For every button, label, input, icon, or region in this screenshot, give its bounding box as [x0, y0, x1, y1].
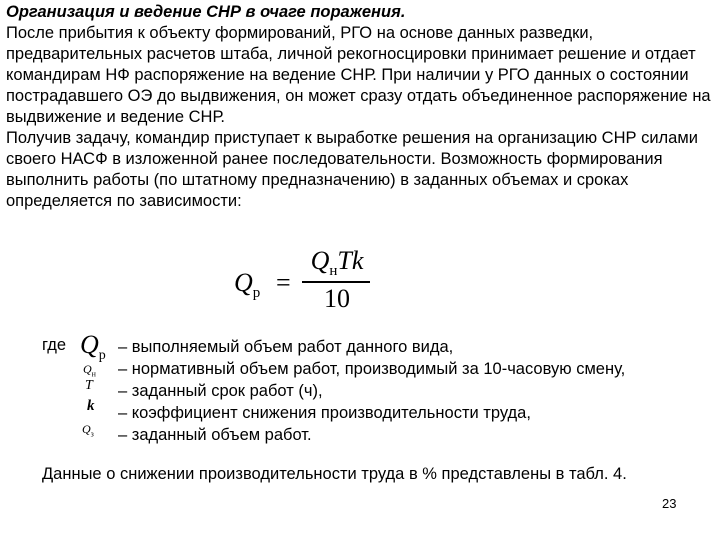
- paragraph-2: Получив задачу, командир приступает к выработке решения на организацию СНР силами своего НАСФ в изложенной ранее последовательности. Возможность формирования выполнить работы (по штатному предназначению) в заданных объемах и сроках определяется по зависимости:: [6, 129, 698, 210]
- definition-item: – коэффициент снижения производительности труда,: [118, 404, 531, 422]
- definition-item: – выполняемый объем работ данного вида,: [118, 338, 454, 356]
- definition-item: – заданный срок работ (ч),: [118, 382, 323, 400]
- symbol-t: T: [85, 378, 93, 393]
- formula-numerator: $Q_нTk$: [310, 246, 364, 280]
- page-number: 23: [662, 496, 677, 511]
- formula-denominator: 10: [324, 284, 350, 313]
- formula-fraction-bar: [302, 281, 370, 283]
- footer-note: Данные о снижении производительности труда в % представлены в табл. 4.: [42, 465, 627, 483]
- formula: [234, 246, 374, 316]
- paragraph-1: После прибытия к объекту формирований, РГО на основе данных разведки, предварительных расчетов штаба, личной рекогносцировки принимает решение и отдает командирам НФ распоряжение на ведение СНР. При наличии у РГО данных о состоянии пострадавшего ОЭ до выдвижения, он может сразу отдать объединенное распоряжение на выдвижение и ведение СНР.: [6, 24, 711, 126]
- symbol-qp: $Q_р$: [80, 330, 106, 364]
- body-text: [6, 2, 716, 212]
- formula-equals: =: [276, 268, 291, 297]
- definition-item: – заданный объем работ.: [118, 426, 312, 444]
- symbol-qn: $Q_н$: [83, 362, 96, 379]
- symbol-k: k: [87, 398, 95, 414]
- formula-lhs: $Q_р$: [234, 268, 261, 302]
- slide-title: Организация и ведение СНР в очаге поражения.: [6, 3, 406, 21]
- definitions-list: [118, 336, 698, 446]
- definition-item: – нормативный объем работ, производимый за 10-часовую смену,: [118, 360, 626, 378]
- where-label: где: [42, 336, 67, 354]
- symbol-qz: $Q_з$: [82, 422, 94, 439]
